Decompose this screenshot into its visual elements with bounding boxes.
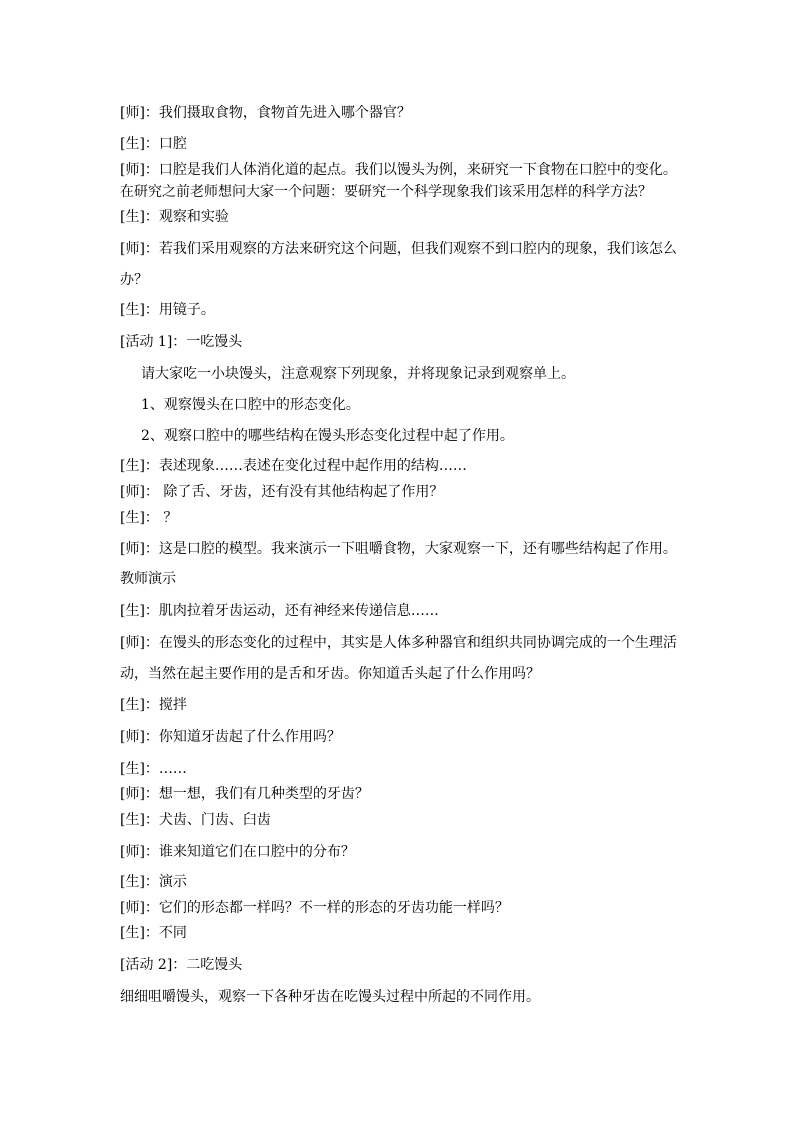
- text-line: 办？: [120, 272, 148, 288]
- text-line: [生]：用镜子。: [120, 302, 215, 318]
- text-line: [生]：肌肉拉着牙齿运动，还有神经来传递信息……: [120, 603, 439, 619]
- list-item: 2、观察口腔中的哪些结构在馒头形态变化过程中起了作用。: [141, 428, 514, 444]
- text-line: [师]：若我们采用观察的方法来研究这个问题，但我们观察不到口腔内的现象，我们该怎么: [120, 241, 677, 257]
- text-line: [师]：你知道牙齿起了什么作用吗？: [120, 729, 341, 745]
- text-line: [生]：表述现象……表述在变化过程中起作用的结构……: [120, 458, 467, 474]
- text-line: 教师演示: [120, 571, 176, 587]
- text-line: [生]：不同: [120, 925, 187, 941]
- text-line: [师]：这是口腔的模型。我来演示一下咀嚼食物，大家观察一下，还有哪些结构起了作用。: [120, 541, 677, 557]
- text-line: [师]：口腔是我们人体消化道的起点。我们以馒头为例，来研究一下食物在口腔中的变化。: [120, 162, 677, 178]
- text-line: [生]：演示: [120, 874, 187, 890]
- text-line: 请大家吃一小块馒头，注意观察下列现象，并将现象记录到观察单上。: [141, 366, 575, 382]
- activity-heading: [活动 2]：二吃馒头: [120, 957, 243, 973]
- text-line: [师]：在馒头的形态变化的过程中，其实是人体多种器官和组织共同协调完成的一个生理活: [120, 635, 677, 651]
- text-line: [师]：想一想，我们有几种类型的牙齿？: [120, 786, 369, 802]
- text-line: [生]：犬齿、门齿、臼齿: [120, 812, 271, 828]
- text-line: 在研究之前老师想问大家一个问题：要研究一个科学现象我们该采用怎样的科学方法？: [120, 184, 652, 200]
- text-line: [生]：……: [120, 761, 187, 777]
- text-line: [师]：谁来知道它们在口腔中的分布？: [120, 844, 355, 860]
- text-line: [生]： ？: [120, 510, 178, 526]
- text-line: [生]：搅拌: [120, 697, 187, 713]
- text-line: [生]：观察和实验: [120, 209, 229, 225]
- text-line: [师]： 除了舌、牙齿，还有没有其他结构起了作用？: [120, 484, 444, 500]
- list-item: 1、观察馒头在口腔中的形态变化。: [141, 397, 360, 413]
- text-line: 动，当然在起主要作用的是舌和牙齿。你知道舌头起了什么作用吗？: [120, 666, 540, 682]
- text-line: 细细咀嚼馒头，观察一下各种牙齿在吃馒头过程中所起的不同作用。: [120, 989, 540, 1005]
- text-line: [师]：我们摄取食物，食物首先进入哪个器官？: [120, 105, 411, 121]
- text-line: [师]：它们的形态都一样吗？不一样的形态的牙齿功能一样吗？: [120, 900, 509, 916]
- text-line: [生]：口腔: [120, 136, 187, 152]
- activity-heading: [活动 1]：一吃馒头: [120, 334, 243, 350]
